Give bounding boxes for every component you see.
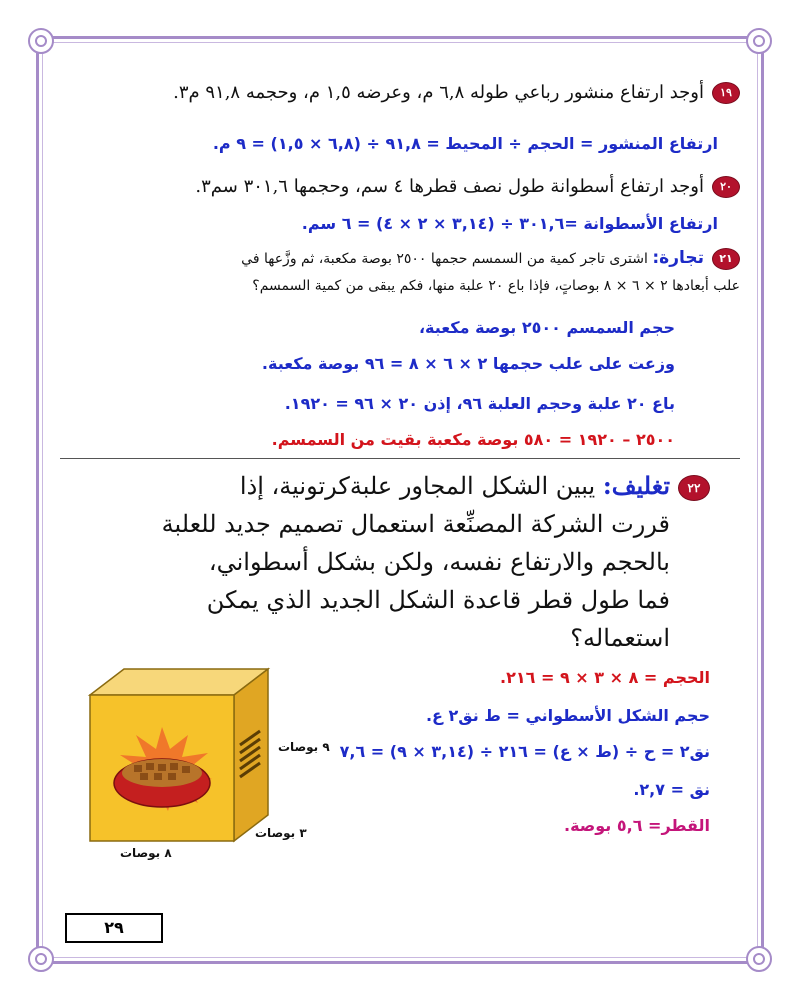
question-text: بالحجم والارتفاع نفسه، ولكن بشكل أسطواني، bbox=[208, 548, 670, 576]
answer-text: نق = ٢,٧. bbox=[633, 780, 710, 799]
answer-text: ارتفاع الأسطوانة =٣٠١,٦ ÷ (٣,١٤ × ٢ × ٤) = ٦ سم. bbox=[301, 214, 718, 233]
answer-text: نق٢ = ح ÷ (ط × ع) = ٢١٦ ÷ (٣,١٤ × ٩) = ٧,٦ bbox=[339, 742, 710, 761]
section-divider bbox=[60, 458, 740, 459]
answer-text: ٢٥٠٠ – ١٩٢٠ = ٥٨٠ بوصة مكعبة بقيت من السمسم. bbox=[271, 430, 675, 449]
question-text: فما طول قطر قاعدة الشكل الجديد الذي يمكن bbox=[206, 586, 670, 614]
question-tag: تجارة: bbox=[652, 248, 704, 268]
question-tag: تغليف: bbox=[602, 471, 670, 500]
answer-text: الحجم = ٨ × ٣ × ٩ = ٢١٦. bbox=[500, 668, 710, 687]
question-number-badge: ٢١ bbox=[712, 248, 740, 270]
question-22-line4 bbox=[60, 580, 670, 620]
answer-21-line4 bbox=[60, 430, 675, 449]
corner-ornament bbox=[28, 28, 54, 54]
answer-text: حجم السمسم ٢٥٠٠ بوصة مكعبة، bbox=[418, 318, 675, 337]
question-21-line2 bbox=[60, 278, 740, 294]
question-20 bbox=[60, 176, 740, 198]
question-text: اشترى تاجر كمية من السمسم حجمها ٢٥٠٠ بوصة مكعبة، ثم وزَّعها في bbox=[241, 251, 648, 267]
question-text: أوجد ارتفاع منشور رباعي طوله ٦,٨ م، وعرضه ١,٥ م، وحجمه ٩١,٨ م٣. bbox=[173, 82, 704, 103]
question-text: استعماله؟ bbox=[570, 624, 670, 652]
question-22-line5 bbox=[60, 618, 670, 658]
question-number-badge: ٢٢ bbox=[678, 475, 710, 501]
answer-text: ارتفاع المنشور = الحجم ÷ المحيط = ٩١,٨ ÷ (٦,٨ × ١,٥) = ٩ م. bbox=[212, 134, 718, 153]
answer-21-line1 bbox=[60, 318, 675, 337]
question-text: علب أبعادها ٢ × ٦ × ٨ بوصاتٍ، فإذا باع ٢٠ علبة منها، فكم يبقى من كمية السمسم؟ bbox=[252, 278, 740, 294]
page-number: ٢٩ bbox=[65, 913, 163, 943]
answer-text: القطر= ٥,٦ بوصة. bbox=[564, 816, 710, 835]
question-21 bbox=[60, 248, 740, 270]
answer-text: باع ٢٠ علبة وحجم العلبة ٩٦، إذن ٢٠ × ٩٦ = ١٩٢٠. bbox=[284, 394, 675, 413]
question-22-line2 bbox=[60, 504, 670, 544]
box-depth-label: ٣ بوصات bbox=[255, 826, 307, 840]
corner-ornament bbox=[746, 946, 772, 972]
question-number-badge: ٢٠ bbox=[712, 176, 740, 198]
box-height-label: ٩ بوصات bbox=[278, 740, 330, 754]
answer-19 bbox=[60, 134, 718, 153]
question-text: أوجد ارتفاع أسطوانة طول نصف قطرها ٤ سم، وحجمها ٣٠١,٦ سم٣. bbox=[195, 176, 704, 197]
question-19 bbox=[60, 82, 740, 104]
answer-20 bbox=[60, 214, 718, 233]
box-width-label: ٨ بوصات bbox=[120, 846, 172, 860]
question-number-badge: ١٩ bbox=[712, 82, 740, 104]
corner-ornament bbox=[28, 946, 54, 972]
question-22-line1 bbox=[60, 466, 710, 506]
answer-text: وزعت على علب حجمها ٢ × ٦ × ٨ = ٩٦ بوصة مكعبة. bbox=[261, 354, 675, 373]
answer-text: حجم الشكل الأسطواني = ط نق٢ ع. bbox=[425, 706, 710, 725]
corner-ornament bbox=[746, 28, 772, 54]
question-text: قررت الشركة المصنِّعة استعمال تصميم جديد للعلبة bbox=[161, 510, 670, 538]
question-text: يبين الشكل المجاور علبةكرتونية، إذا bbox=[239, 472, 596, 500]
cereal-box-illustration bbox=[84, 665, 274, 845]
question-22-line3 bbox=[60, 542, 670, 582]
answer-21-line2 bbox=[60, 354, 675, 373]
answer-21-line3 bbox=[60, 394, 675, 413]
